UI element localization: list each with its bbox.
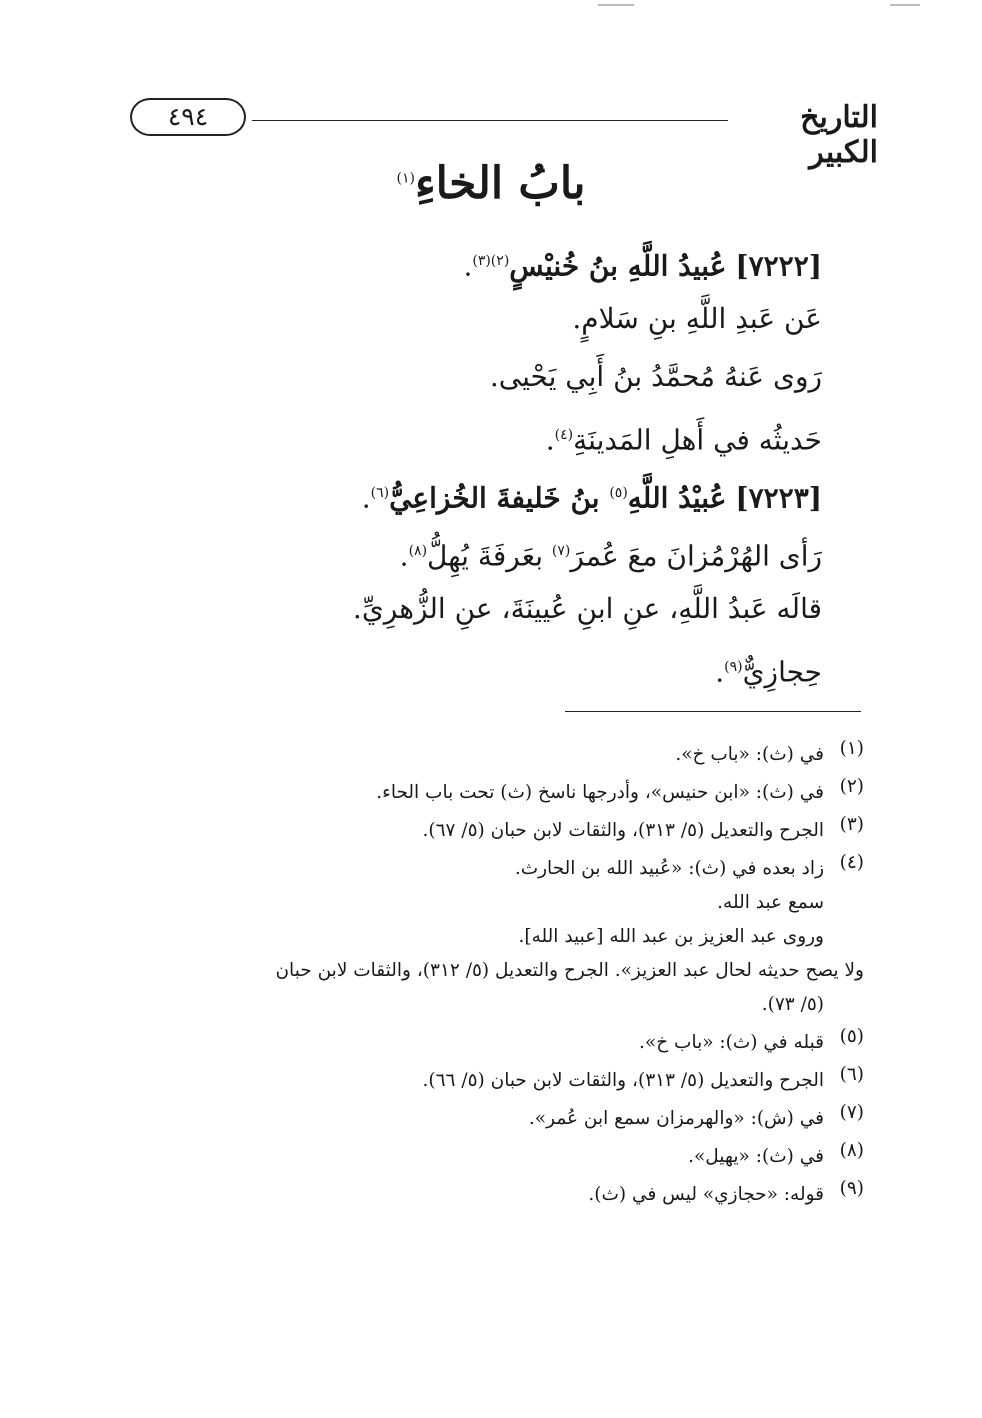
footnote-6 xyxy=(119,1064,864,1098)
line-end: . xyxy=(399,539,409,573)
footnote-ref: (٥) xyxy=(609,485,628,501)
entry-number: [٧٢٢٢] xyxy=(735,249,822,283)
footnote-line: زاد بعده في (ث): «عُبيد الله بن الحارث. xyxy=(514,858,824,879)
line-end: . xyxy=(463,249,473,283)
footnote-body xyxy=(119,852,864,1022)
page-number: ٤٩٤ xyxy=(130,98,246,136)
entry-number: [٧٢٢٣] xyxy=(735,481,822,515)
text-line: قالَه عَبدُ اللَّهِ، عنِ ابنِ عُيينَةَ، عنِ الزُّهرِيِّ. xyxy=(352,592,822,625)
line-end: . xyxy=(545,423,555,457)
line-text: حِجازِيٌّ xyxy=(742,655,822,689)
entry-name: عُبيدُ اللَّهِ بنُ خُنيْسٍ xyxy=(509,249,727,283)
line-text: رَأى الهُرْمُزانَ معَ عُمرَ xyxy=(570,539,822,573)
line-end: . xyxy=(361,481,371,515)
main-text xyxy=(122,238,822,702)
footnote-number: (٤) xyxy=(839,852,864,873)
footnote-line: قوله: «حجازي» ليس في (ث). xyxy=(588,1184,824,1205)
footnote-line: سمع عبد الله. xyxy=(717,892,824,913)
footnote-line: الجرح والتعديل (٥/ ٣١٣)، والثقات لابن حبان (٥/ ٦٧). xyxy=(422,820,824,841)
running-header xyxy=(130,98,878,170)
entry-7222-heading xyxy=(122,238,822,296)
footnote-line: في (ث): «يهيل». xyxy=(688,1146,824,1167)
footnote-number: (٢) xyxy=(839,776,864,797)
footnote-body xyxy=(119,1026,824,1060)
text-line: رَوى عَنهُ مُحمَّدُ بنُ أَبِي يَحْيى. xyxy=(489,360,822,393)
footnote-ref: (٤) xyxy=(554,427,574,443)
footnote-number: (٩) xyxy=(839,1178,864,1199)
footnote-separator xyxy=(565,711,861,712)
footnote-3 xyxy=(119,814,864,848)
footnote-number: (٥) xyxy=(839,1026,864,1047)
header-rule xyxy=(252,120,728,121)
footnote-8 xyxy=(119,1140,864,1174)
book-title: التاريخ الكبير xyxy=(800,100,878,170)
footnote-ref: (٩) xyxy=(724,659,743,675)
footnote-number: (١) xyxy=(839,738,864,759)
scan-mark-1 xyxy=(598,4,634,6)
footnote-1 xyxy=(119,738,864,772)
footnote-line: (٥/ ٧٣). xyxy=(761,994,824,1015)
chapter-footnote-ref: (١) xyxy=(396,170,415,187)
scan-mark-2 xyxy=(890,4,920,6)
footnote-line: في (ث): «باب خ». xyxy=(675,744,824,765)
footnote-body xyxy=(119,1102,824,1136)
line-end: . xyxy=(715,655,725,689)
footnote-number: (٧) xyxy=(839,1102,864,1123)
footnote-body xyxy=(119,738,824,772)
footnote-number: (٦) xyxy=(839,1064,864,1085)
entry-7223-heading xyxy=(122,470,822,528)
entry-name-rest: بنُ خَليفةَ الخُزاعِيُّ xyxy=(389,481,610,515)
footnote-body xyxy=(119,1140,824,1174)
footnote-number: (٨) xyxy=(839,1140,864,1161)
text-line xyxy=(122,644,822,702)
footnote-line: الجرح والتعديل (٥/ ٣١٣)، والثقات لابن حبان (٥/ ٦٦). xyxy=(422,1070,824,1091)
footnote-ref: (٢)(٣) xyxy=(472,253,510,269)
footnote-line: في (ش): «والهرمزان سمع ابن عُمر». xyxy=(528,1108,824,1129)
footnote-body xyxy=(119,1178,824,1212)
footnote-ref: (٨) xyxy=(408,543,428,559)
footnote-line: وروى عبد العزيز بن عبد الله [عبيد الله]. xyxy=(518,926,824,947)
footnote-number: (٣) xyxy=(839,814,864,835)
text-line xyxy=(122,412,822,470)
line-text-rest: بعَرفَةَ يُهِلُّ xyxy=(427,539,552,573)
footnote-body xyxy=(119,814,824,848)
footnote-line: قبله في (ث): «باب خ». xyxy=(639,1032,824,1053)
footnote-line: ولا يصح حديثه لحال عبد العزيز». الجرح والتعديل (٥/ ٣١٢)، والثقات لابن حبان xyxy=(275,960,864,981)
footnotes xyxy=(119,738,864,1216)
footnote-ref: (٦) xyxy=(370,485,390,501)
entry-name: عُبيْدُ اللَّهِ xyxy=(627,481,727,515)
chapter-title xyxy=(0,158,982,209)
footnote-body xyxy=(119,1064,824,1098)
footnote-body xyxy=(119,776,824,810)
footnote-ref: (٧) xyxy=(551,543,571,559)
footnote-line: في (ث): «ابن حنيس»، وأدرجها ناسخ (ث) تحت باب الحاء. xyxy=(376,782,824,803)
footnote-7 xyxy=(119,1102,864,1136)
footnote-2 xyxy=(119,776,864,810)
footnote-4 xyxy=(119,852,864,1022)
chapter-title-text: بابُ الخاءِ xyxy=(414,158,586,209)
footnote-9 xyxy=(119,1178,864,1212)
line-text: حَديثُه في أَهلِ المَدينَةِ xyxy=(573,423,822,457)
text-line xyxy=(122,528,822,586)
text-line: عَن عَبدِ اللَّهِ بنِ سَلامٍ. xyxy=(572,302,822,335)
footnote-5 xyxy=(119,1026,864,1060)
